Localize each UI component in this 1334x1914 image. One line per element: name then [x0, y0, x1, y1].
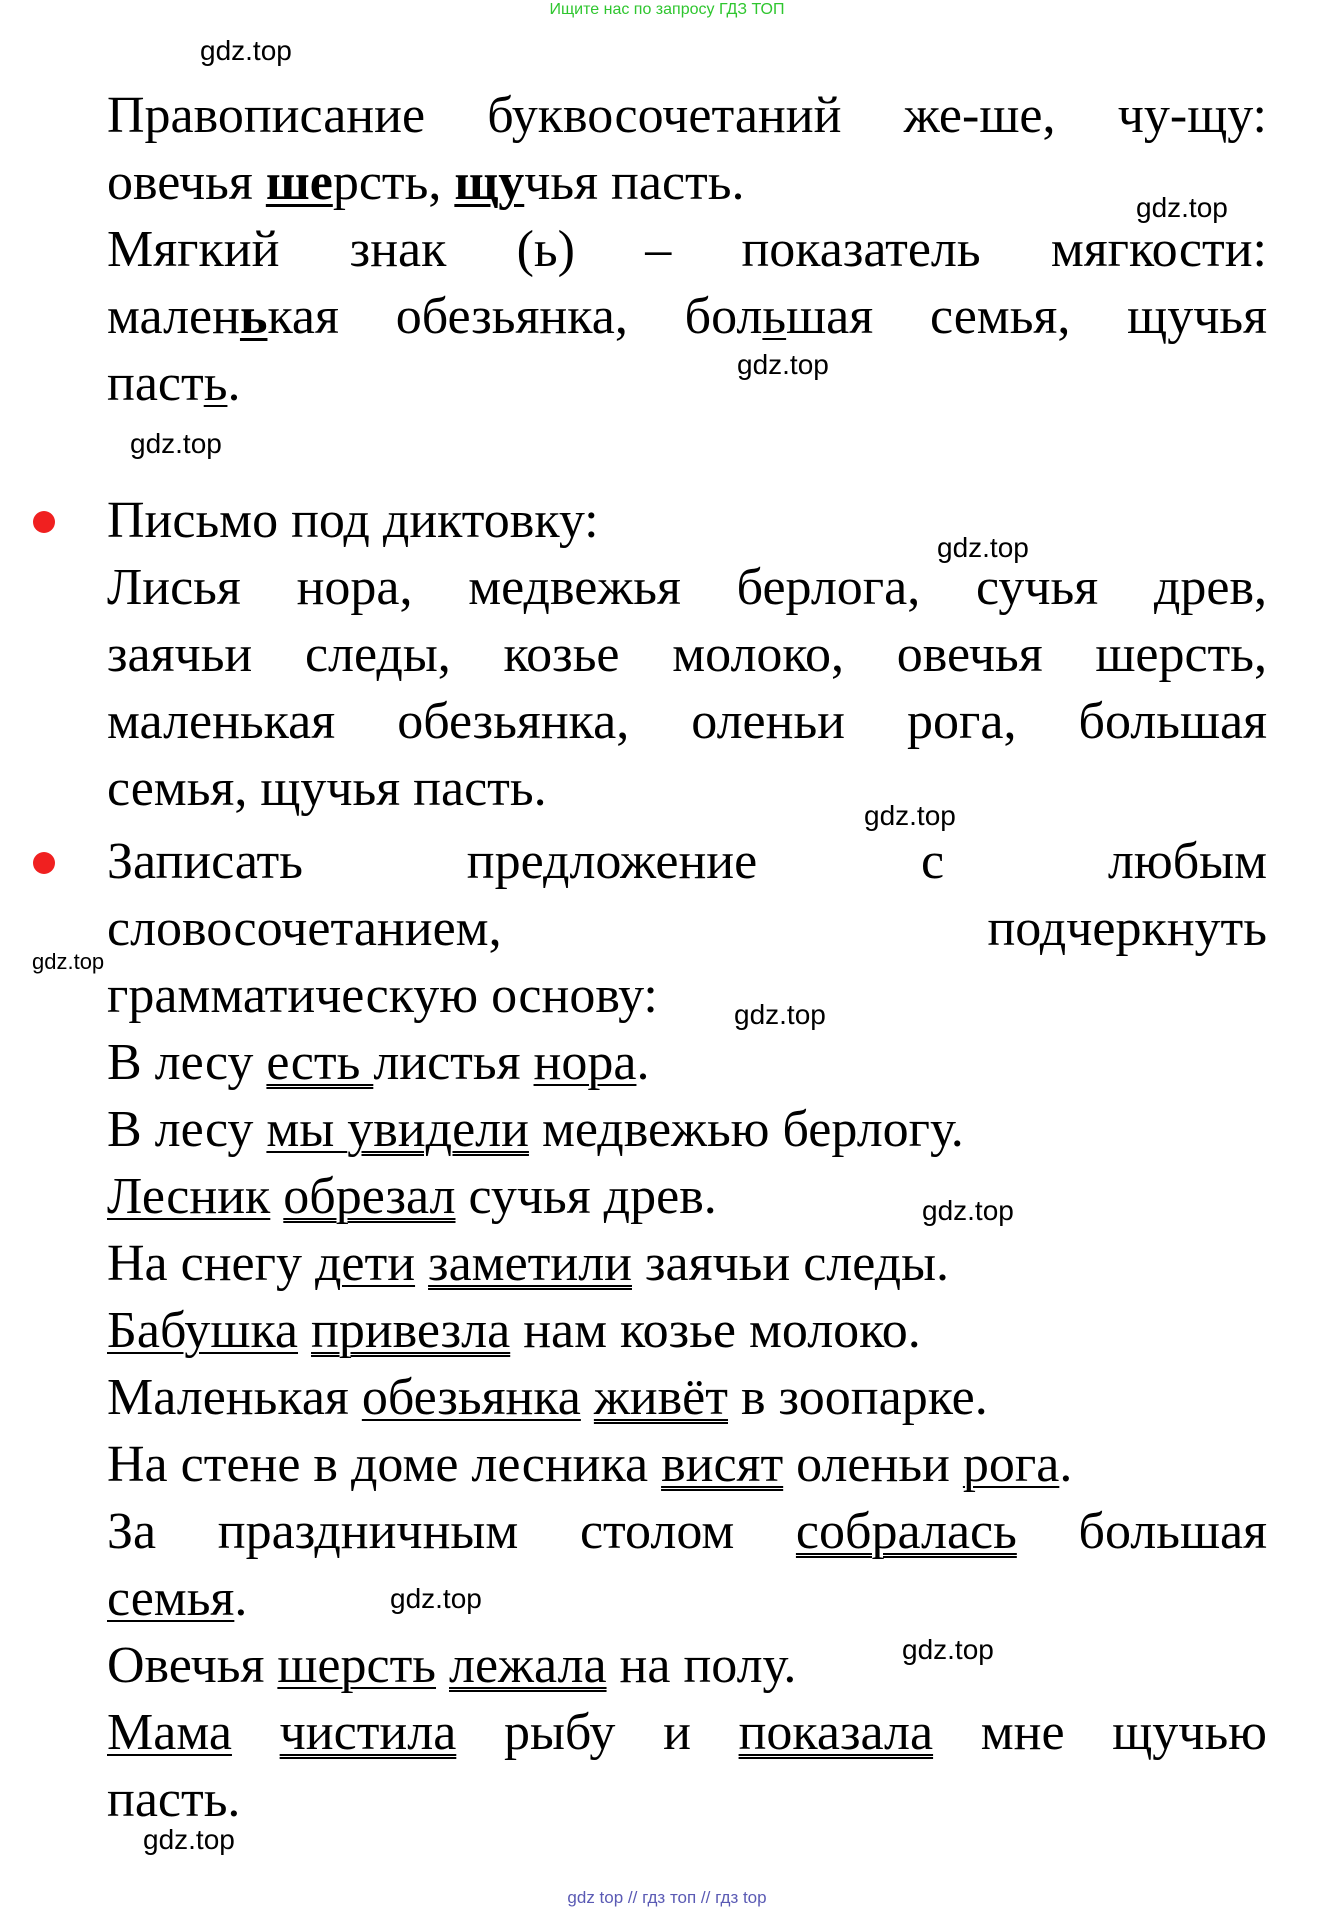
sentence-7 [107, 1436, 1267, 1495]
text-fragment: . [636, 1034, 650, 1091]
text-fragment: рсть, [332, 154, 455, 211]
rule1-line1: Правописание буквосочетаний же-ше, чу-щу: [107, 87, 1267, 144]
sentence-5 [107, 1302, 1267, 1361]
sentence-6 [107, 1369, 1267, 1428]
watermark: gdz.top [143, 1824, 235, 1855]
text-fragment: На снегу [107, 1235, 315, 1292]
subject: обезьянка [361, 1369, 581, 1426]
text-fragment: кая обезьянка, бол [267, 288, 763, 345]
predicate: собралась [795, 1503, 1017, 1560]
text-fragment [270, 1168, 283, 1225]
predicate: обрезал [283, 1168, 456, 1225]
watermark: gdz.top [734, 999, 826, 1030]
text-fragment: мален [107, 288, 240, 345]
text-fragment: мне щучью [933, 1704, 1268, 1761]
text-fragment: шая семья, щучья [786, 288, 1267, 345]
text-fragment: нам козье молоко. [510, 1302, 921, 1359]
watermark: gdz.top [937, 532, 1029, 563]
dictation-line: маленькая обезьянка, оленьи рога, большая [107, 693, 1267, 750]
text-fragment: . [227, 355, 241, 412]
watermark: gdz.top [864, 800, 956, 831]
subject: мы [266, 1101, 348, 1158]
predicate: висят [661, 1436, 784, 1493]
task-line2: словосочетанием, подчеркнуть [107, 900, 1267, 957]
watermark: gdz.top [922, 1195, 1014, 1226]
top-banner: Ищите нас по запросу ГДЗ ТОП [549, 1, 785, 18]
text-fragment: В лесу [107, 1034, 267, 1091]
subject: нора [533, 1034, 637, 1091]
text-fragment [581, 1369, 594, 1426]
watermark: gdz.top [390, 1583, 482, 1614]
sentence-10-cont: пасть. [107, 1771, 241, 1828]
text-fragment: рыбу и [456, 1704, 739, 1761]
sentence-1 [107, 1034, 1267, 1093]
text-fragment: . [1059, 1436, 1073, 1493]
watermark: gdz.top [902, 1634, 994, 1665]
text-fragment: Овечья [107, 1637, 278, 1694]
sentence-8-cont [107, 1570, 1267, 1629]
text-fragment: большая [1016, 1503, 1267, 1560]
text-fragment: овечья [107, 154, 266, 211]
text-fragment: сучья древ. [455, 1168, 717, 1225]
predicate: лежала [449, 1637, 607, 1694]
highlight-letters: ше [265, 154, 333, 211]
dictation-line: заячьи следы, козье молоко, овечья шерсть, [107, 626, 1267, 683]
highlight-letters: ь [762, 288, 787, 345]
dictation-title: Письмо под диктовку: [107, 492, 599, 549]
bullet-icon [33, 511, 55, 533]
text-fragment: В лесу [107, 1101, 267, 1158]
subject: Мама [107, 1704, 232, 1761]
task-line1: Записать предложение с любым [107, 833, 1267, 890]
watermark: gdz.top [737, 349, 829, 380]
text-fragment: заячьи следы. [631, 1235, 950, 1292]
subject: семья [107, 1570, 235, 1627]
watermark: gdz.top [32, 949, 105, 974]
text-fragment: паст [107, 355, 204, 412]
bullet-icon [33, 852, 55, 874]
subject: Лесник [107, 1168, 271, 1225]
text-fragment: чья пасть. [524, 154, 745, 211]
sentence-9 [107, 1637, 1267, 1696]
highlight-letters: ь [203, 355, 228, 412]
predicate: показала [738, 1704, 934, 1761]
highlight-letters: щу [454, 154, 525, 211]
text-fragment: На стене в доме лесника [107, 1436, 662, 1493]
predicate: увидели [347, 1101, 529, 1158]
sentence-8 [107, 1503, 1267, 1562]
text-fragment: на полу. [606, 1637, 797, 1694]
text-fragment [415, 1235, 428, 1292]
subject: шерсть [277, 1637, 437, 1694]
predicate: заметили [428, 1235, 632, 1292]
text-fragment: . [234, 1570, 248, 1627]
predicate: чистила [279, 1704, 457, 1761]
task-line3: грамматическую основу: [107, 967, 658, 1024]
subject: рога [962, 1436, 1060, 1493]
watermark: gdz.top [200, 35, 292, 66]
text-fragment: медвежью берлогу. [528, 1101, 964, 1158]
text-fragment: листья [373, 1034, 534, 1091]
dictation-line: Лисья нора, медвежья берлога, сучья древ, [107, 559, 1267, 616]
sentence-2 [107, 1101, 1267, 1160]
rule1-line2 [107, 154, 1267, 213]
rule2-line3 [107, 355, 1267, 414]
predicate: привезла [311, 1302, 511, 1359]
text-fragment [232, 1704, 280, 1761]
subject: Бабушка [107, 1302, 299, 1359]
rule2-line2 [107, 288, 1267, 347]
text-fragment: в зоопарке. [728, 1369, 988, 1426]
text-fragment: Маленькая [107, 1369, 362, 1426]
text-fragment [436, 1637, 449, 1694]
watermark: gdz.top [130, 428, 222, 459]
text-fragment: За праздничным столом [107, 1503, 796, 1560]
sentence-10 [107, 1704, 1268, 1763]
dictation-line: семья, щучья пасть. [107, 760, 547, 817]
predicate: есть [266, 1034, 374, 1091]
predicate: живёт [593, 1369, 728, 1426]
rule2-line1: Мягкий знак (ь) – показатель мягкости: [107, 221, 1267, 278]
sentence-4 [107, 1235, 1267, 1294]
text-fragment [298, 1302, 311, 1359]
watermark: gdz.top [1136, 192, 1228, 223]
highlight-letters: ь [239, 288, 268, 345]
subject: дети [314, 1235, 416, 1292]
text-fragment: оленьи [783, 1436, 963, 1493]
sentence-3 [107, 1168, 1267, 1227]
footer-links: gdz top // гдз топ // гдз top [567, 1888, 767, 1907]
